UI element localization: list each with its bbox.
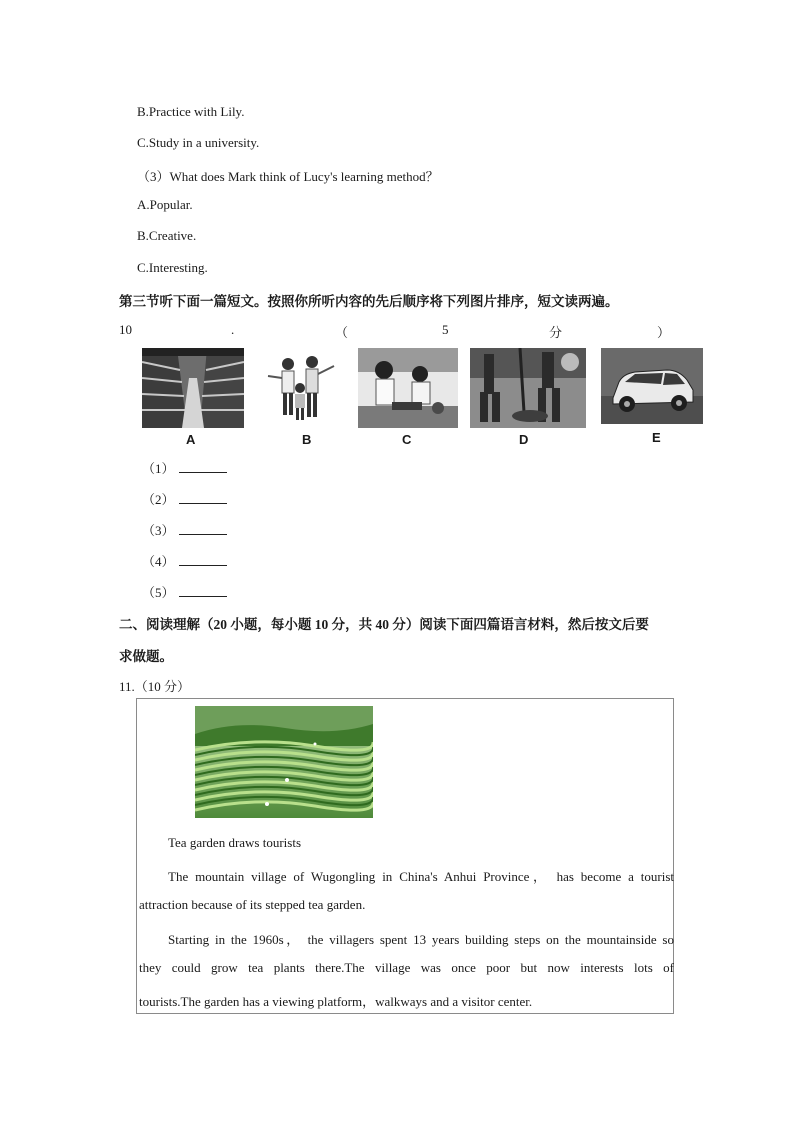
part2-heading-line2: 求做题。	[119, 649, 173, 664]
answer-number-1: （1）	[142, 461, 175, 476]
answer-number-2: （2）	[142, 492, 175, 507]
q10-open-paren: （	[335, 325, 349, 340]
answer-line-1	[142, 458, 227, 477]
tea-garden-photo	[195, 706, 373, 818]
answer-number-3: （3）	[142, 523, 175, 538]
sub3-option-b: B.Creative.	[137, 228, 197, 243]
answer-line-5	[142, 582, 227, 601]
answer-blank-4[interactable]	[179, 554, 227, 566]
picture-label-a: A	[186, 432, 196, 447]
picture-label-e: E	[652, 430, 661, 445]
q10-header	[119, 322, 671, 338]
q10-points: 5	[442, 322, 449, 337]
section3-heading: 第三节听下面一篇短文。按照你所听内容的先后顺序将下列图片排序，短文读两遍。	[119, 294, 619, 309]
car-photo	[601, 348, 703, 424]
q10-dot: .	[231, 322, 235, 337]
answer-blank-3[interactable]	[179, 523, 227, 535]
article-title: Tea garden draws tourists	[168, 835, 302, 850]
option-c: C.Study in a university.	[137, 135, 260, 150]
paragraph2-line2: they could grow tea plants there.The village was once poor but now interests lots of	[139, 960, 674, 975]
answer-number-4: （4）	[142, 554, 175, 569]
sub-question-3: （3）What does Mark think of Lucy's learning method？	[137, 169, 439, 184]
answer-blank-2[interactable]	[179, 492, 227, 504]
answer-line-2	[142, 489, 227, 508]
reading-passage-box	[136, 698, 674, 1014]
supermarket-shelves-photo	[142, 348, 244, 428]
answer-line-3	[142, 520, 227, 539]
paragraph1-line2: attraction because of its stepped tea garden.	[139, 897, 366, 912]
answer-number-5: （5）	[142, 585, 175, 600]
sub3-option-a: A.Popular.	[137, 197, 193, 212]
family-walking-photo	[258, 348, 342, 428]
part2-heading-line1: 二、阅读理解（20 小题，每小题 10 分，共 40 分）阅读下面四篇语言材料，然后按文后要	[119, 617, 649, 632]
option-b: B.Practice with Lily.	[137, 104, 245, 119]
cooking-couple-photo	[358, 348, 458, 428]
picture-label-b: B	[302, 432, 312, 447]
q11-number: 11.（10 分）	[119, 679, 191, 694]
gardening-photo	[470, 348, 586, 428]
paragraph2-line3: tourists.The garden has a viewing platform，walkways and a visitor center.	[139, 994, 533, 1009]
paragraph1-line1: The mountain village of Wugongling in China's Anhui Province， has become a tourist	[168, 869, 674, 884]
answer-line-4	[142, 551, 227, 570]
picture-label-c: C	[402, 432, 412, 447]
q10-close-paren: ）	[657, 325, 671, 340]
picture-label-d: D	[519, 432, 529, 447]
q10-number: 10	[119, 322, 132, 337]
answer-blank-5[interactable]	[179, 585, 227, 597]
paragraph2-line1: Starting in the 1960s， the villagers spent 13 years building steps on the mountainside so	[168, 932, 674, 947]
answer-blank-1[interactable]	[179, 461, 227, 473]
q10-points-unit: 分	[549, 325, 563, 340]
sub3-option-c: C.Interesting.	[137, 260, 208, 275]
